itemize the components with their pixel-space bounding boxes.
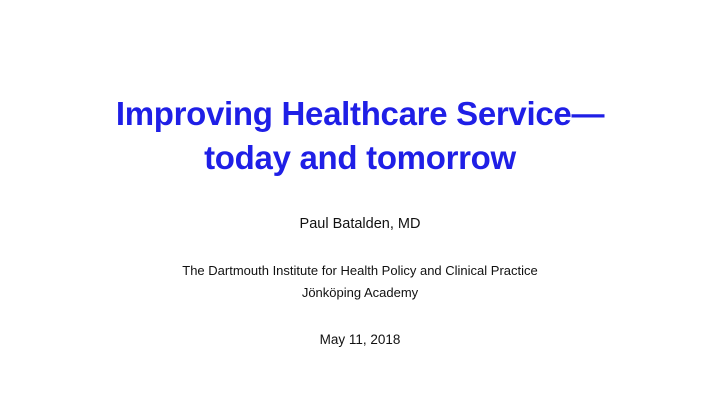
presentation-date: May 11, 2018 xyxy=(319,332,401,347)
author-name: Paul Batalden, MD xyxy=(299,216,421,232)
affiliation-academy: Jönköping Academy xyxy=(301,285,419,300)
affiliations xyxy=(0,260,720,304)
affiliation-institute: The Dartmouth Institute for Health Policy and Clinical Practice xyxy=(182,263,538,278)
title-line-2: today and tomorrow xyxy=(204,139,516,176)
title-line-1: Improving Healthcare Service— xyxy=(115,95,605,132)
slide-title xyxy=(0,92,720,180)
